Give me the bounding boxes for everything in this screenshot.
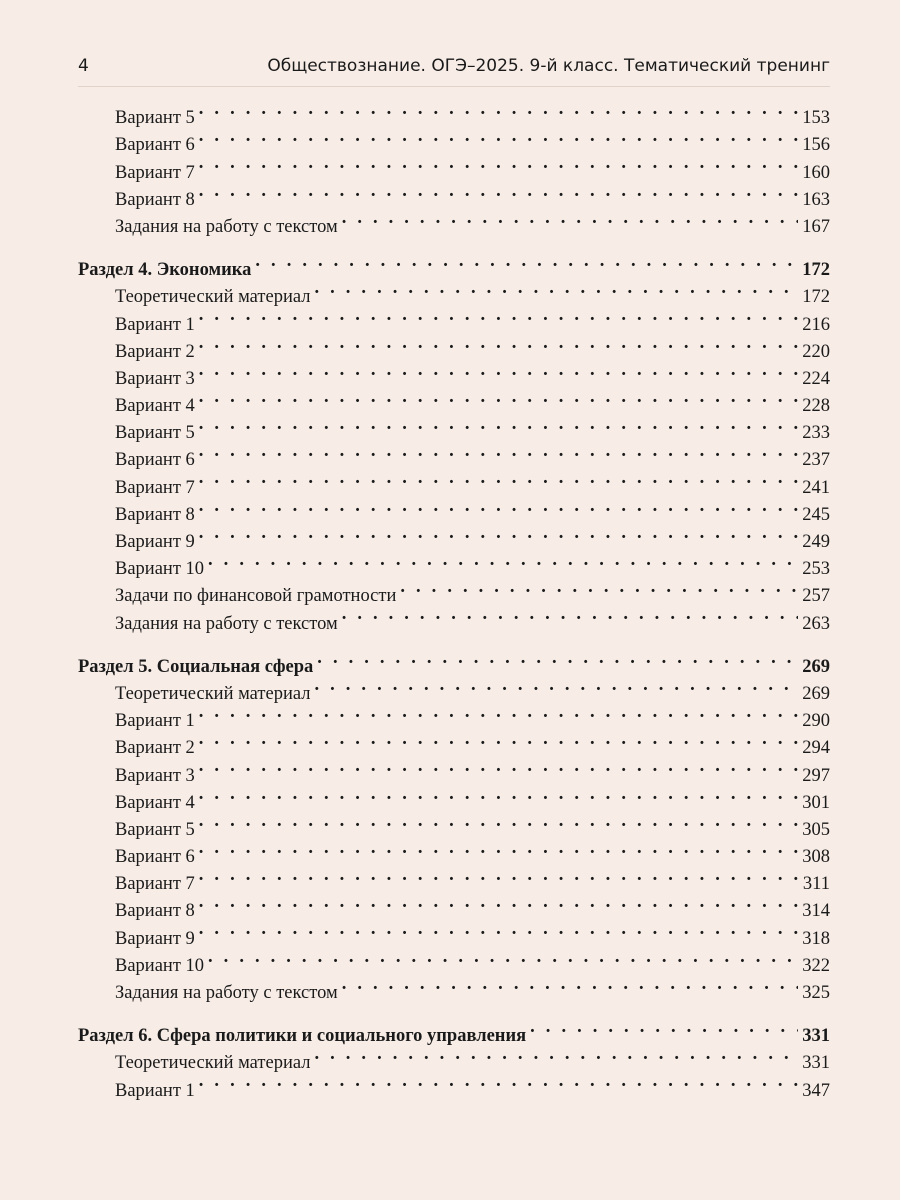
dot-leader bbox=[199, 150, 798, 177]
toc-entry-page-number: 228 bbox=[798, 393, 830, 420]
toc-entry-page-number: 257 bbox=[798, 583, 830, 610]
toc-entry-title: Вариант 8 bbox=[115, 187, 199, 214]
dot-leader bbox=[199, 465, 798, 492]
toc-entry-title: Вариант 9 bbox=[115, 529, 199, 556]
dot-leader bbox=[199, 123, 798, 150]
dot-leader bbox=[342, 971, 799, 998]
toc-entry-page-number: 253 bbox=[798, 556, 830, 583]
dot-leader bbox=[199, 178, 798, 205]
toc-entry-title: Вариант 9 bbox=[115, 926, 199, 953]
dot-leader bbox=[317, 645, 798, 672]
toc-entry-page-number: 220 bbox=[798, 339, 830, 366]
dot-leader bbox=[199, 411, 798, 438]
toc-entry-page-number: 249 bbox=[798, 529, 830, 556]
dot-leader bbox=[255, 248, 798, 275]
toc-entry-page-number: 172 bbox=[798, 284, 830, 311]
toc-entry-page-number: 156 bbox=[798, 132, 830, 159]
table-of-contents bbox=[78, 96, 830, 1101]
toc-entry-page-number: 153 bbox=[798, 105, 830, 132]
toc-section-heading bbox=[78, 645, 830, 677]
toc-entry-title: Вариант 3 bbox=[115, 366, 199, 393]
header-divider bbox=[78, 86, 830, 87]
toc-entry-title: Вариант 1 bbox=[115, 1078, 199, 1105]
dot-leader bbox=[199, 916, 798, 943]
toc-entry-title: Вариант 10 bbox=[115, 556, 208, 583]
toc-entry-page-number: 331 bbox=[798, 1050, 830, 1077]
dot-leader bbox=[530, 1014, 798, 1041]
toc-entry-title: Раздел 6. Сфера политики и социального управления bbox=[78, 1023, 530, 1050]
toc-entry-page-number: 241 bbox=[798, 475, 830, 502]
toc-entry-title: Вариант 8 bbox=[115, 898, 199, 925]
toc-entry-title: Теоретический материал bbox=[115, 681, 314, 708]
toc-entry-title: Задания на работу с текстом bbox=[115, 611, 342, 638]
dot-leader bbox=[208, 547, 798, 574]
dot-leader bbox=[199, 835, 798, 862]
toc-entry-page-number: 311 bbox=[799, 871, 830, 898]
dot-leader bbox=[199, 862, 799, 889]
dot-leader bbox=[199, 493, 798, 520]
toc-entry-page-number: 269 bbox=[798, 681, 830, 708]
toc-entry-title: Вариант 4 bbox=[115, 790, 199, 817]
dot-leader bbox=[199, 357, 798, 384]
toc-entry-page-number: 263 bbox=[798, 611, 830, 638]
toc-section-heading bbox=[78, 248, 830, 281]
toc-entry-title: Вариант 6 bbox=[115, 447, 199, 474]
dot-leader bbox=[314, 275, 798, 302]
toc-entry-title: Вариант 5 bbox=[115, 420, 199, 447]
toc-entry-page-number: 290 bbox=[798, 708, 830, 735]
dot-leader bbox=[199, 726, 798, 753]
toc-entry-title: Вариант 8 bbox=[115, 502, 199, 529]
toc-entry-title: Вариант 2 bbox=[115, 339, 199, 366]
toc-entry-title: Раздел 4. Экономика bbox=[78, 257, 255, 284]
toc-entry-title: Вариант 4 bbox=[115, 393, 199, 420]
dot-leader bbox=[199, 330, 798, 357]
dot-leader bbox=[342, 205, 799, 232]
toc-entry-title: Вариант 5 bbox=[115, 817, 199, 844]
toc-entry-title: Вариант 1 bbox=[115, 312, 199, 339]
toc-entry-title: Вариант 3 bbox=[115, 763, 199, 790]
toc-entry-title: Раздел 5. Социальная сфера bbox=[78, 654, 317, 681]
toc-entry-title: Задачи по финансовой грамотности bbox=[115, 583, 400, 610]
toc-entry-title: Вариант 1 bbox=[115, 708, 199, 735]
dot-leader bbox=[199, 753, 798, 780]
toc-entry-page-number: 237 bbox=[798, 447, 830, 474]
toc-entry-page-number: 322 bbox=[798, 953, 830, 980]
page-header bbox=[78, 56, 830, 86]
toc-entry-title: Вариант 6 bbox=[115, 132, 199, 159]
toc-entry-title: Вариант 6 bbox=[115, 844, 199, 871]
page-number: 4 bbox=[78, 56, 89, 76]
toc-entry-page-number: 325 bbox=[798, 980, 830, 1007]
dot-leader bbox=[199, 384, 798, 411]
toc-entry-title: Вариант 10 bbox=[115, 953, 208, 980]
toc-entry-title: Задания на работу с текстом bbox=[115, 214, 342, 241]
dot-leader bbox=[199, 520, 798, 547]
toc-entry-title: Вариант 5 bbox=[115, 105, 199, 132]
dot-leader bbox=[199, 808, 798, 835]
toc-entry-page-number: 305 bbox=[798, 817, 830, 844]
toc-entry-page-number: 172 bbox=[798, 257, 830, 284]
toc-entry-page-number: 224 bbox=[798, 366, 830, 393]
toc-entry-title: Вариант 2 bbox=[115, 735, 199, 762]
toc-entry-page-number: 245 bbox=[798, 502, 830, 529]
toc-entry bbox=[78, 96, 830, 129]
toc-entry-title: Вариант 7 bbox=[115, 475, 199, 502]
toc-entry-title: Теоретический материал bbox=[115, 1050, 314, 1077]
running-title: Обществознание. ОГЭ–2025. 9-й класс. Тематический тренинг bbox=[267, 56, 830, 76]
dot-leader bbox=[400, 574, 798, 601]
toc-entry-page-number: 269 bbox=[798, 654, 830, 681]
toc-entry-title: Вариант 7 bbox=[115, 871, 199, 898]
dot-leader bbox=[314, 672, 798, 699]
dot-leader bbox=[342, 601, 799, 628]
toc-entry-title: Теоретический материал bbox=[115, 284, 314, 311]
toc-entry-page-number: 347 bbox=[798, 1078, 830, 1105]
toc-entry-page-number: 216 bbox=[798, 312, 830, 339]
toc-entry-page-number: 318 bbox=[798, 926, 830, 953]
toc-entry-page-number: 314 bbox=[798, 898, 830, 925]
dot-leader bbox=[199, 781, 798, 808]
toc-entry-page-number: 308 bbox=[798, 844, 830, 871]
toc-entry-page-number: 163 bbox=[798, 187, 830, 214]
toc-entry-title: Вариант 7 bbox=[115, 160, 199, 187]
toc-entry-page-number: 301 bbox=[798, 790, 830, 817]
dot-leader bbox=[199, 96, 798, 123]
toc-entry-page-number: 233 bbox=[798, 420, 830, 447]
toc-section-heading bbox=[78, 1014, 830, 1047]
dot-leader bbox=[199, 438, 798, 465]
toc-entry-title: Задания на работу с текстом bbox=[115, 980, 342, 1007]
toc-entry-page-number: 167 bbox=[798, 214, 830, 241]
dot-leader bbox=[199, 889, 798, 916]
toc-entry-page-number: 297 bbox=[798, 763, 830, 790]
dot-leader bbox=[208, 944, 798, 971]
toc-entry-page-number: 331 bbox=[798, 1023, 830, 1050]
toc-entry-page-number: 160 bbox=[798, 160, 830, 187]
toc-entry-page-number: 294 bbox=[798, 735, 830, 762]
